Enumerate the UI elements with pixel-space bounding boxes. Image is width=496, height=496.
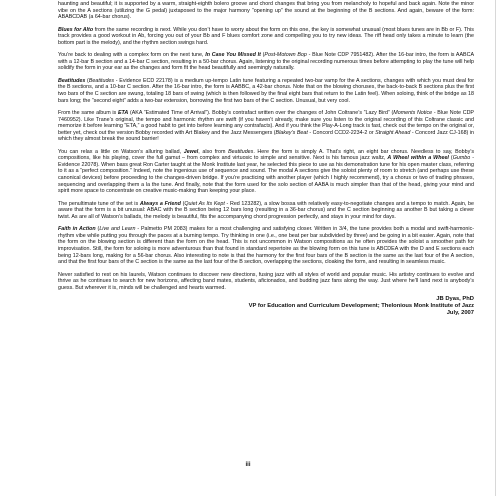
emphasized-text: Beatitudes (228, 148, 254, 155)
emphasized-text: Blues for Alto (58, 26, 94, 33)
paragraph-text: The penultimate tune of the set is (58, 200, 140, 207)
paragraph-text: - Evidence 22078). When bass great Ron Carter taught at the Monk Institute last year, he selected this piece to use as his demonstration tune for his open master class, referring to it as a “perfect composition.” Indeed, note the ingenious use of sequence and sound. The modal A sections give the soloist plenty of room to stretch (and perhaps use these canonical devices) before proceeding to the changes-driven bridge. If you’re practicing with another player (which I highly recommend), try a chorus or two of trading phrases, sequencing and overlapping them a la the tune. And finally, note that the form used for the solo section of AABA is much simpler than that of the head, giving your mind and spirit more space to concentrate on creative music-making than keeping your place. (58, 155, 475, 195)
emphasized-text: Beatitudes (88, 77, 115, 84)
paragraph-text: - Red 123282), a slow bossa with relatively easy-to-negotiate changes and a tempo to match. Again, be aware that the form is a bit unusual: ABAC with the B section being 12 bars long (resulting in a 36-bar chorus) and the C section beginning as another B but taking a clever twist. As are all of Watson’s ballads, the melody is beautiful, fits the accompanying chord progression perfectly, and stays in your mind for days. (58, 200, 474, 220)
emphasized-text: Blakey’s Beat (275, 129, 308, 136)
paragraph-text: Never satisfied to rest on his laurels, Watson continues to discover new directions, fusing jazz with all styles of world and popular music. His artistry continues to evolve and thrive as he continues to search for new horizons, affecting band mates, students, aficionados, and budding jazz fans along the way. Just where he’ll land next is anybody’s guess. But wherever it is, minds will be challenged and hearts warmed. (58, 271, 474, 291)
paragraph-text: ( (180, 200, 185, 207)
paragraph (58, 27, 474, 47)
paragraph-text: (AKA “Estimated Time of Arrival”). Bobby’s contrafact written over the changes of John Coltrane’s “Lazy Bird” ( (128, 110, 394, 117)
emphasized-text: Post-Motown Bop (264, 52, 307, 59)
article-body (58, 1, 474, 317)
paragraph (58, 52, 474, 72)
author-title: VP for Education and Curriculum Development; Thelonious Monk Institute of Jazz (248, 303, 474, 310)
page-number: iii (245, 462, 251, 468)
paragraph-text: - Evidence ECD 22178) is a medium up-tempo Latin tune featuring a repeated two-bar vamp for the A sections, changes with which you must deal for the B sections, and a 10-bar C section. After the 16-bar intro, the form is AABBC, a 42-bar chorus. Note that on the blowing choruses, the back-to-back B sections plus the first two bars of the C section are swung, totaling 18 bars of swing (which is then followed by the final eight bars that return to the Latin feel). When soloing, think of the bridge as 18 bars long; the “second eight” adds a two-bar extension, borrowing the first two bars of the C section. Unusual, but very cool. (58, 77, 474, 104)
paragraph-text: - Blue Note CDP 7460952). Like Trane’s original, the tempo and harmonic rhythm are swift (if you haven’t already, make sure you listen to the original recording of this Coltrane classic and memorize it before learning “ETA,” a good habit to get into before learning any contrafacts). And if you think the Play-A-Long track is fast, check out the tempo on the original or, better yet, check out the version Bobby recorded with Art Blakey and the Jazz Messengers ( (58, 110, 475, 136)
paragraph (58, 201, 474, 221)
paragraph-text: ( (448, 155, 453, 162)
paragraph (58, 110, 474, 143)
paragraph-text: ( (95, 226, 100, 233)
emphasized-text: Beatitudes (58, 77, 86, 84)
emphasized-text: ETA (117, 110, 129, 117)
emphasized-text: Faith in Action (58, 226, 96, 233)
emphasized-text: In Case You Missed It (205, 52, 261, 59)
emphasized-text: Gumbo (452, 155, 471, 162)
paragraph (58, 149, 474, 195)
emphasized-text: Quiet As Its Kept (184, 200, 225, 207)
emphasized-text: Live and Learn (99, 226, 136, 233)
emphasized-text: Straight Ahead (375, 129, 411, 136)
paragraph (58, 1, 474, 21)
author-name: JB Dyas, PhD (436, 296, 474, 303)
paragraph-text: - Blue Note CDP 7951482). After the 16-bar intro, the form is AABCA with a 12-bar B section and a 14-bar C section, resulting in a 50-bar chorus. Again, listening to the original recording numerous times before attempting to play the tune will help solidify the form in your ear as the changes and form fit the head beautifully and seemingly naturally. (58, 52, 475, 72)
paragraph-text: from the same recording is next. While you don’t have to worry about the form on this one, the key is somewhat unusual (most blues tunes are in Bb or F). This track provides a good workout in Ab, forcing you out of your Bb and F blues comfort zone and compelling you to try new ideas. The riff head only takes a minute to learn (the bottom part is the melody), and the rhythm section swings hard. (58, 26, 474, 46)
paragraph-text: ( (85, 77, 89, 84)
paragraph (58, 272, 474, 292)
paragraph-text: . Here the form is simply A. That’s right, an eight bar chorus. Needless to say, Bobby’s compositions, like his playing, cover the full gamut – from complex and virtuosic to simple and sensitive. Next is his famous jazz waltz, (58, 148, 474, 162)
paragraph (58, 226, 474, 265)
paragraph-text: haunting and beautiful; it is supported by a warm, straight-eighth bolero groove and chord changes that bring you from melancholy to hopeful and back again. Note the minor vibe on the A sections (utilizing the G pedal) juxtaposed to the major harmony “opening up” the sound at the beginning of the B sections. And again, beware of the form: ABABCDAB (a 64-bar chorus). (58, 1, 474, 21)
paragraph-text: - Palmetto PM 2083) makes for a most challenging and satisfying closer. Written in 3/4, the tune provides both a modal and swift-harmonic-rhythm vibe while putting you through the paces at a burning tempo. Try thinking in one (i.e., one beat per bar subdivided by three) and be going in a bit easier. Again, note that the form on the blowing section is different than the form on the head. This is not uncommon in Watson compositions as he often provides the soloist a smoother path for improvisation. Still, the form for soloing is more adventurous than that found in standard repertoire as the blowing form on this tune is ABCDEA with the D and E sections each being 12-bars long, making for a 56-bar chorus. Also interesting to note is that the harmony for the first four bars of the B section is the same as the last four of the A section, and that the first four bars of the C section is the same as the last four of the B section, overlapping the sections, cloaking the form, and resulting in seamless music. (58, 226, 475, 266)
emphasized-text: A Wheel within a Wheel (387, 155, 449, 162)
paragraph-text: You’re back to dealing with a complex form on the next tune, (58, 52, 206, 59)
signature-block (58, 296, 474, 317)
paragraph-text: , also from (198, 148, 229, 155)
emphasized-text: Always a Friend (139, 200, 181, 207)
signature-date: July, 2007 (446, 310, 474, 317)
paragraph-list (58, 1, 474, 291)
paragraph-text: You can relax a little on Watson’s alluring ballad, (58, 148, 184, 155)
paragraph-text: From the same album is (58, 110, 118, 117)
paragraph (58, 78, 474, 104)
paragraph-text: - Concord Jazz CJ-168) in which they almost break the sound barrier! (58, 129, 475, 143)
paragraph-text: - Concord CCD2-2234-2 or (307, 129, 376, 136)
emphasized-text: Jewel (183, 148, 199, 155)
paragraph-text: ( (260, 52, 265, 59)
emphasized-text: Moments Notice (393, 110, 433, 117)
